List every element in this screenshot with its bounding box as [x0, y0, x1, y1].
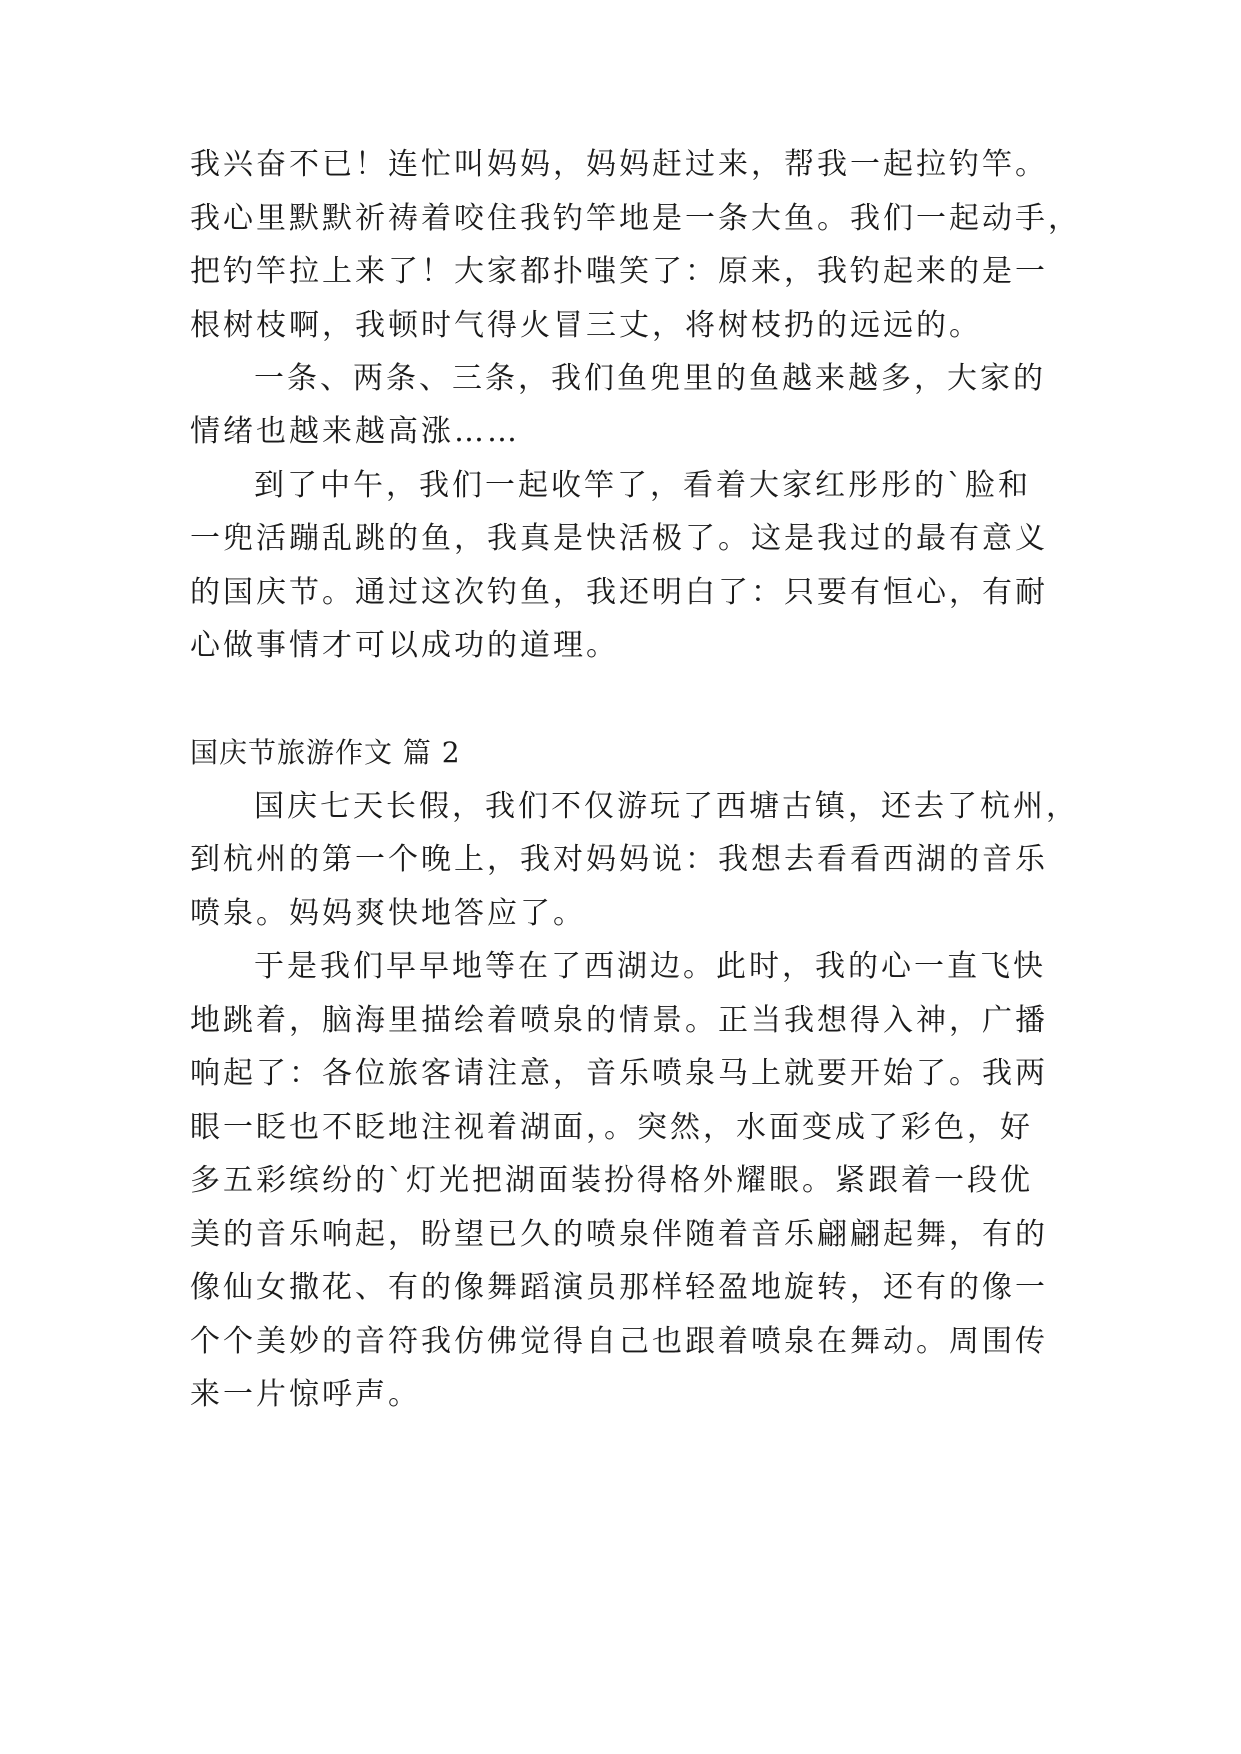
- text-line: 国庆七天长假，我们不仅游玩了西塘古镇，还去了杭州，: [254, 789, 1079, 824]
- text-line: 地跳着，脑海里描绘着喷泉的情景。正当我想得入神，广播: [190, 1003, 1048, 1038]
- text-line: 我兴奋不已！连忙叫妈妈，妈妈赶过来，帮我一起拉钓竿。: [190, 147, 1048, 182]
- text-line: 多五彩缤纷的`灯光把湖面装扮得格外耀眼。紧跟着一段优: [190, 1163, 1033, 1198]
- text-line: 响起了：各位旅客请注意，音乐喷泉马上就要开始了。我两: [190, 1056, 1048, 1091]
- text-line: 的国庆节。通过这次钓鱼，我还明白了：只要有恒心，有耐: [190, 575, 1048, 610]
- text-line: 我心里默默祈祷着咬住我钓竿地是一条大鱼。我们一起动手，: [190, 201, 1081, 236]
- text-line: 于是我们早早地等在了西湖边。此时，我的心一直飞快: [254, 949, 1046, 984]
- text-line: 到杭州的第一个晚上，我对妈妈说：我想去看看西湖的音乐: [190, 842, 1048, 877]
- text-line: 喷泉。妈妈爽快地答应了。: [190, 896, 586, 931]
- text-line: 像仙女撒花、有的像舞蹈演员那样轻盈地旋转，还有的像一: [190, 1270, 1048, 1305]
- text-line: 情绪也越来越高涨……: [190, 414, 520, 449]
- text-line: 把钓竿拉上来了！大家都扑嗤笑了：原来，我钓起来的是一: [190, 254, 1048, 289]
- text-line: 心做事情才可以成功的道理。: [190, 628, 619, 663]
- text-line: 根树枝啊，我顿时气得火冒三丈，将树枝扔的远远的。: [190, 308, 982, 343]
- text-line: 美的音乐响起，盼望已久的喷泉伴随着音乐翩翩起舞，有的: [190, 1217, 1048, 1252]
- section-heading: 国庆节旅游作文 篇 2: [190, 736, 461, 769]
- text-line: 眼一眨也不眨地注视着湖面，。突然，水面变成了彩色，好: [190, 1110, 1033, 1145]
- text-line: 一兜活蹦乱跳的鱼，我真是快活极了。这是我过的最有意义: [190, 521, 1048, 556]
- text-line: 个个美妙的音符我仿佛觉得自己也跟着喷泉在舞动。周围传: [190, 1324, 1048, 1359]
- text-line: 来一片惊呼声。: [190, 1377, 421, 1412]
- text-line: 一条、两条、三条，我们鱼兜里的鱼越来越多，大家的: [254, 361, 1046, 396]
- text-line: 到了中午，我们一起收竿了，看着大家红彤彤的`脸和: [254, 468, 1031, 503]
